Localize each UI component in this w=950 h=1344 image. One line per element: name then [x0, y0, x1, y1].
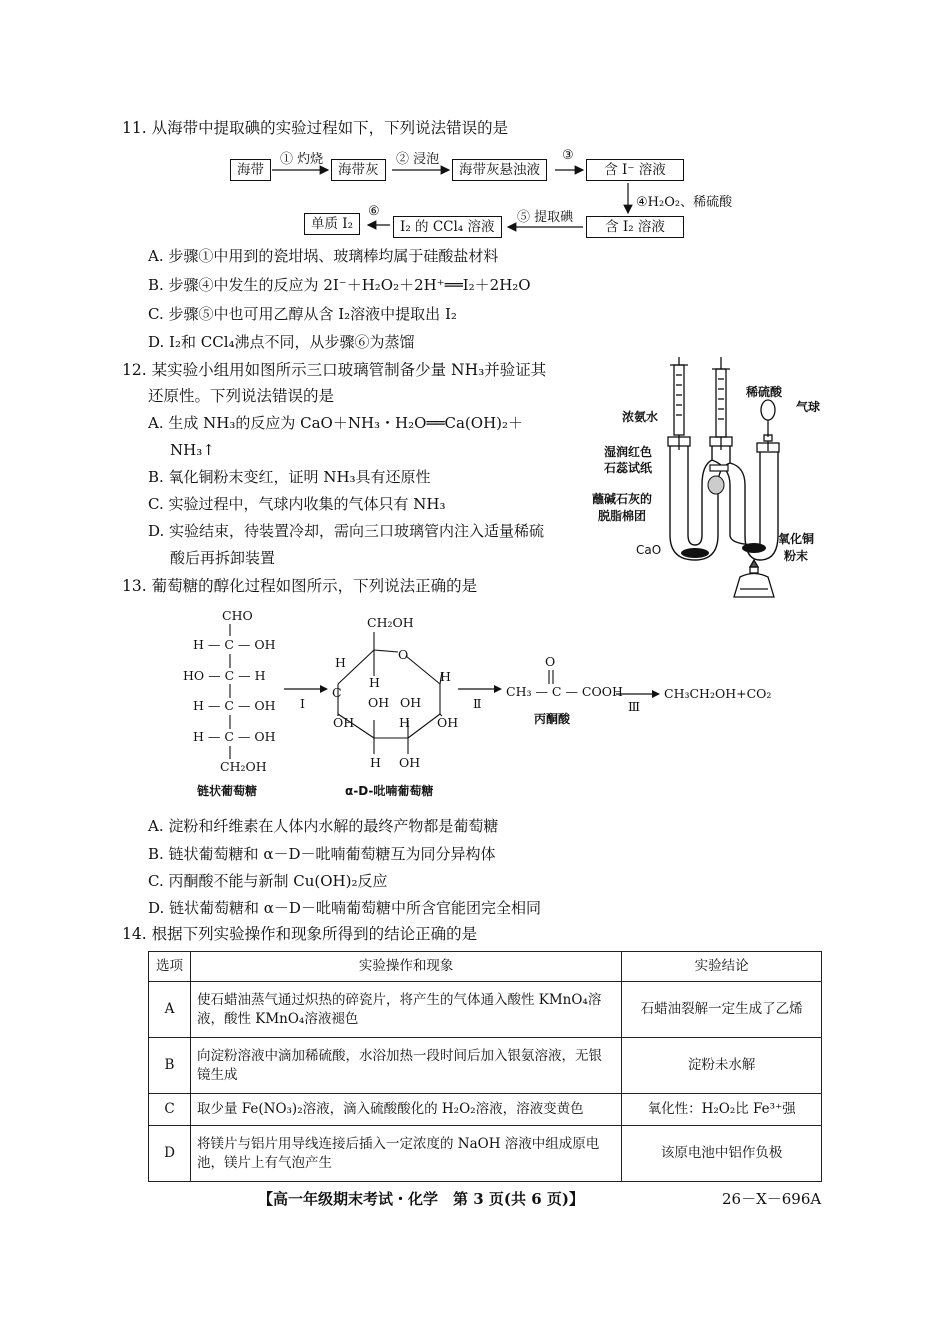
label-litmus-1: 湿润红色	[604, 445, 653, 459]
ring-ch2oh: CH₂OH	[367, 615, 414, 630]
step-3-label: Ⅲ	[628, 699, 641, 714]
label-cao: CaO	[636, 543, 662, 557]
cotton-ball	[708, 476, 724, 494]
label-ammonia: 浓氨水	[622, 410, 659, 424]
q14-table	[148, 951, 822, 1182]
ring-bonds	[330, 628, 460, 758]
ammonia-syringe	[670, 357, 688, 450]
q12-option-b: B. 氧化铜粉末变红，证明 NH₃具有还原性	[148, 468, 431, 486]
cuo-powder	[742, 543, 766, 553]
chain-row-4: H — C — OH	[193, 698, 276, 713]
q12-option-d: D. 实验结束，待装置冷却，需向三口玻璃管内注入适量稀硫	[148, 522, 545, 540]
flow-box-iodine-solution: 含 I₂ 溶液	[586, 216, 684, 238]
table-row	[149, 982, 822, 1038]
q11-option-a: A. 步骤①中用到的瓷坩埚、玻璃棒均属于硅酸盐材料	[148, 247, 499, 265]
header-conclusion: 实验结论	[622, 952, 822, 982]
table-row	[149, 1094, 822, 1126]
ring-oh-4: OH	[437, 715, 459, 730]
label-litmus-2: 石蕊试纸	[604, 461, 653, 475]
label-cuo-1: 氧化铜	[778, 532, 815, 546]
flow-box-iodide: 含 I⁻ 溶液	[586, 159, 684, 181]
cao-powder	[681, 548, 709, 558]
ring-h-2: H	[369, 675, 380, 690]
step-2-label: Ⅱ	[473, 696, 482, 711]
q14-stem: 14. 根据下列实验操作和现象所得到的结论正确的是	[122, 925, 478, 943]
row-c-operation: 取少量 Fe(NO₃)₂溶液，滴入硫酸酸化的 H₂O₂溶液，溶液变黄色	[190, 1094, 621, 1126]
flow-box-iodine: 单质 I₂	[304, 213, 360, 235]
ring-h-1: H	[335, 655, 346, 670]
q13-option-d: D. 链状葡萄糖和 α－D－吡喃葡萄糖中所含官能团完全相同	[148, 899, 541, 917]
flow-step-4: ④H₂O₂、稀硫酸	[636, 195, 733, 210]
flow-step-5: ⑤ 提取碘	[517, 210, 574, 225]
label-cotton-2: 脱脂棉团	[598, 509, 647, 523]
ring-oh-3: OH	[400, 695, 422, 710]
q11-stem: 11. 从海带中提取碘的实验过程如下，下列说法错误的是	[122, 119, 509, 137]
flow-step-2: ② 浸泡	[396, 152, 440, 167]
ring-h-4: H	[399, 715, 410, 730]
ring-h-5: H	[370, 755, 381, 770]
flow-box-ash: 海带灰	[331, 159, 386, 181]
q12-option-c: C. 实验过程中，气球内收集的气体只有 NH₃	[148, 495, 446, 513]
row-c-conclusion: 氧化性：H₂O₂比 Fe³⁺强	[622, 1094, 822, 1126]
q13-option-a: A. 淀粉和纤维素在人体内水解的最终产物都是葡萄糖	[148, 817, 499, 835]
label-acid: 稀硫酸	[746, 385, 783, 399]
ring-oh-2: OH	[368, 695, 390, 710]
page-footer-title: 【高一年级期末考试・化学 第 3 页(共 6 页)】	[258, 1190, 584, 1208]
three-neck-tube	[670, 446, 778, 560]
arrow-step-2	[458, 684, 502, 694]
chain-row-1: CHO	[222, 608, 253, 623]
q11-option-d: D. I₂和 CCl₄沸点不同，从步骤⑥为蒸馏	[148, 333, 415, 351]
flow-box-ccl4: I₂ 的 CCl₄ 溶液	[393, 216, 502, 238]
pyruvate-name: 丙酮酸	[534, 712, 571, 726]
q13-option-b: B. 链状葡萄糖和 α－D－吡喃葡萄糖互为同分异构体	[148, 845, 496, 863]
chain-glucose-name: 链状葡萄糖	[197, 784, 258, 798]
row-b-conclusion: 淀粉未水解	[622, 1038, 822, 1094]
q13-stem: 13. 葡萄糖的醇化过程如图所示，下列说法正确的是	[122, 577, 478, 595]
product-formula: CH₃CH₂OH+CO₂	[664, 686, 772, 701]
ring-oh-5: OH	[399, 755, 421, 770]
label-balloon: 气球	[796, 400, 821, 414]
chain-bonds	[225, 622, 235, 762]
q11-option-b: B. 步骤④中发生的反应为 2I⁻＋H₂O₂＋2H⁺══I₂＋2H₂O	[148, 276, 531, 294]
ring-oh-1: OH	[333, 715, 355, 730]
pyruvate-formula: CH₃ — C — COOH	[506, 684, 623, 699]
flow-step-3: ③	[562, 148, 574, 163]
acid-syringe	[712, 357, 730, 450]
q12-stem-1: 12. 某实验小组用如图所示三口玻璃管制备少量 NH₃并验证其	[122, 361, 547, 379]
q13-option-c: C. 丙酮酸不能与新制 Cu(OH)₂反应	[148, 872, 388, 890]
header-operation: 实验操作和现象	[190, 952, 621, 982]
q12-option-a-cont: NH₃↑	[170, 441, 215, 459]
flow-box-suspension: 海带灰悬浊液	[452, 159, 547, 181]
page-footer-code: 26－X－696A	[722, 1190, 822, 1208]
table-row	[149, 1038, 822, 1094]
label-cotton-1: 蘸碱石灰的	[592, 492, 653, 506]
chain-row-3: HO — C — H	[183, 668, 266, 683]
alcohol-lamp	[734, 560, 774, 597]
arrow-step-1	[284, 684, 328, 694]
q12-option-a: A. 生成 NH₃的反应为 CaO＋NH₃・H₂O══Ca(OH)₂＋	[148, 414, 524, 432]
arrow-step-3	[616, 689, 660, 699]
apparatus-drawing	[590, 355, 830, 605]
label-cuo-2: 粉末	[784, 549, 809, 563]
row-a-option: A	[149, 982, 191, 1038]
chain-row-6: CH₂OH	[220, 759, 267, 774]
row-a-operation: 使石蜡油蒸气通过炽热的碎瓷片，将产生的气体通入酸性 KMnO₄溶液，酸性 KMnO₄溶液褪色	[190, 982, 621, 1038]
table-row	[149, 1126, 822, 1182]
chain-row-5: H — C — OH	[193, 729, 276, 744]
row-d-operation: 将镁片与铝片用导线连接后插入一定浓度的 NaOH 溶液中组成原电池，镁片上有气泡产生	[190, 1126, 621, 1182]
flow-box-seaweed: 海带	[230, 159, 271, 181]
header-option: 选项	[149, 952, 191, 982]
step-1-label: Ⅰ	[300, 696, 305, 711]
row-d-conclusion: 该原电池中铝作负极	[622, 1126, 822, 1182]
flow-step-6: ⑥	[368, 204, 380, 219]
q12-option-d-cont: 酸后再拆卸装置	[170, 549, 276, 567]
ring-c: C	[332, 685, 342, 700]
q11-option-c: C. 步骤⑤中也可用乙醇从含 I₂溶液中提取出 I₂	[148, 305, 457, 323]
flow-arrows	[0, 0, 950, 260]
row-a-conclusion: 石蜡油裂解一定生成了乙烯	[622, 982, 822, 1038]
row-b-operation: 向淀粉溶液中滴加稀硫酸，水浴加热一段时间后加入银氨溶液，无银镜生成	[190, 1038, 621, 1094]
chain-row-2: H — C — OH	[193, 637, 276, 652]
pyruvate-o: O	[545, 654, 556, 669]
row-c-option: C	[149, 1094, 191, 1126]
ring-o: O	[398, 647, 409, 662]
ring-h-3: H	[440, 669, 451, 684]
q12-stem-2: 还原性。下列说法错误的是	[148, 387, 335, 405]
table-header-row	[149, 952, 822, 982]
row-d-option: D	[149, 1126, 191, 1182]
flow-step-1: ① 灼烧	[280, 152, 324, 167]
ring-glucose-name: α-D-吡喃葡萄糖	[345, 784, 434, 798]
row-b-option: B	[149, 1038, 191, 1094]
litmus-paper	[710, 465, 728, 471]
